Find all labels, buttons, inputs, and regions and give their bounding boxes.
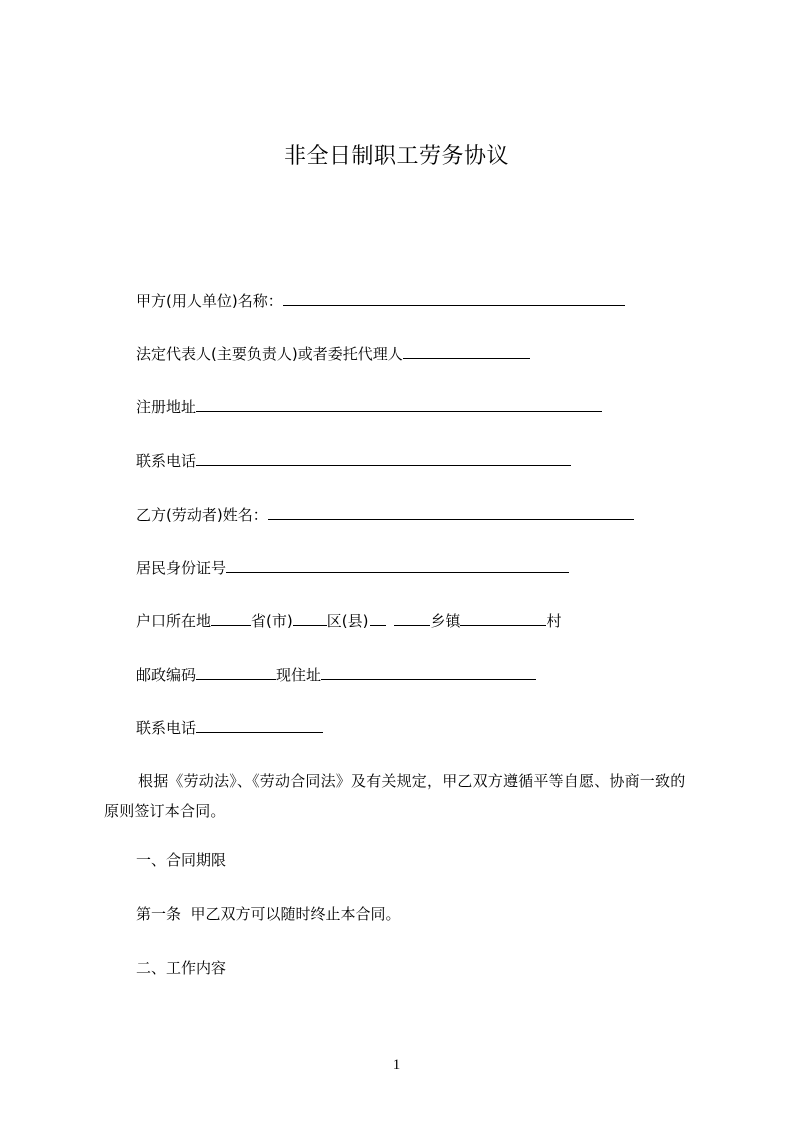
article-1: 第一条 甲乙双方可以随时终止本合同。: [136, 905, 401, 923]
household-line: [136, 611, 561, 631]
party-a-name-line: [136, 291, 625, 311]
legal-rep-line: [136, 344, 530, 364]
party-a-name-blank[interactable]: [283, 291, 625, 306]
party-b-name-line: [136, 505, 634, 525]
city-blank[interactable]: [293, 611, 327, 626]
registered-address-label: 注册地址: [136, 398, 197, 416]
township-label: 乡镇: [430, 612, 461, 630]
page-number: 1: [392, 1057, 401, 1073]
district-label: 区(县): [326, 612, 369, 630]
postcode-address-line: [136, 665, 536, 685]
registered-address-blank[interactable]: [196, 397, 602, 412]
phone-a-line: [136, 451, 571, 471]
phone-b-line: [136, 718, 323, 738]
intro-paragraph: 根据《劳动法》、《劳动合同法》及有关规定，甲乙双方遵循平等自愿、协商一致的原则签订本合同。: [104, 772, 686, 820]
current-address-label: 现住址: [276, 666, 322, 684]
phone-a-blank[interactable]: [196, 451, 571, 466]
province-blank[interactable]: [211, 611, 251, 626]
legal-rep-label: 法定代表人(主要负责人)或者委托代理人: [136, 345, 403, 363]
phone-b-blank[interactable]: [196, 718, 323, 733]
party-a-name-label: 甲方(用人单位)名称：: [136, 292, 283, 310]
section-1-heading: 一、合同期限: [136, 851, 227, 869]
province-label: 省(市): [251, 612, 293, 630]
village-blank[interactable]: [460, 611, 546, 626]
id-number-label: 居民身份证号: [136, 559, 227, 577]
registered-address-line: [136, 397, 602, 417]
id-number-line: [136, 558, 569, 578]
township-blank[interactable]: [394, 611, 430, 626]
village-label: 村: [546, 612, 562, 630]
postcode-blank[interactable]: [196, 665, 276, 680]
phone-b-label: 联系电话: [136, 719, 197, 737]
postcode-label: 邮政编码: [136, 666, 197, 684]
district-blank[interactable]: [370, 611, 386, 626]
document-title: 非全日制职工劳务协议: [283, 144, 509, 169]
id-number-blank[interactable]: [226, 558, 569, 573]
phone-a-label: 联系电话: [136, 452, 197, 470]
section-2-heading: 二、工作内容: [136, 959, 227, 977]
legal-rep-blank[interactable]: [403, 344, 530, 359]
party-b-name-label: 乙方(劳动者)姓名：: [136, 506, 268, 524]
household-label: 户口所在地: [136, 612, 212, 630]
party-b-name-blank[interactable]: [268, 505, 634, 520]
current-address-blank[interactable]: [321, 665, 536, 680]
